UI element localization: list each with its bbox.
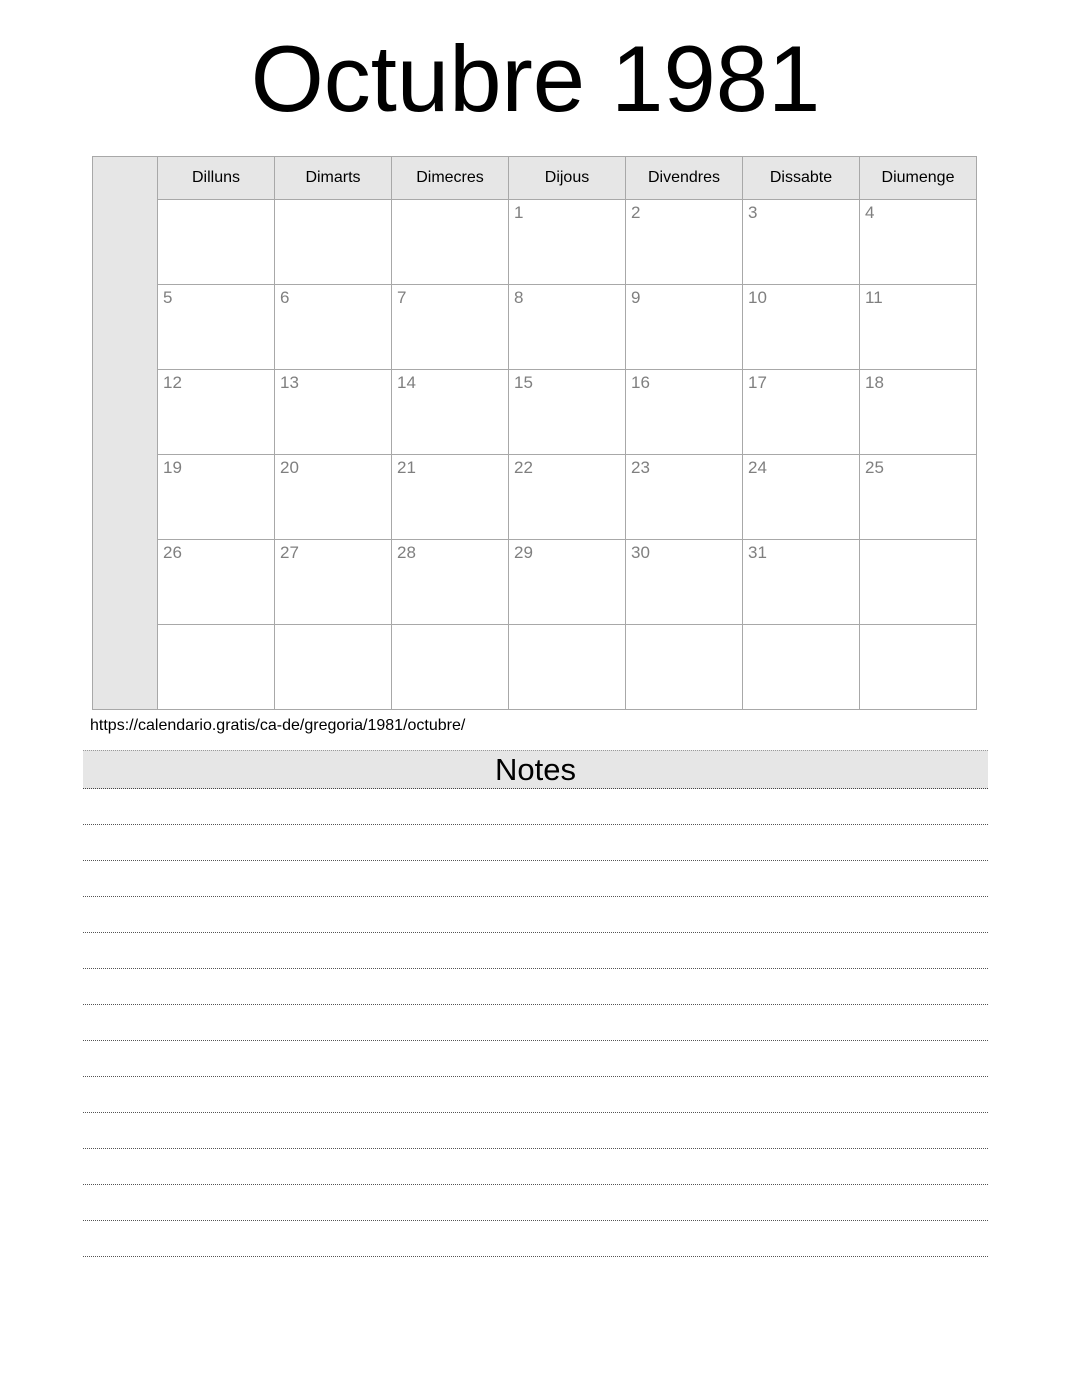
day-cell: 16 xyxy=(626,370,743,455)
day-cell: 7 xyxy=(392,285,509,370)
day-cell: 28 xyxy=(392,540,509,625)
day-cell xyxy=(860,625,977,710)
day-cell: 29 xyxy=(509,540,626,625)
day-cell: 18 xyxy=(860,370,977,455)
note-line xyxy=(83,1221,988,1257)
notes-heading: Notes xyxy=(83,750,988,789)
day-header: Dissabte xyxy=(743,157,860,200)
note-line xyxy=(83,1041,988,1077)
day-cell: 25 xyxy=(860,455,977,540)
source-url-text: https://calendario.gratis/ca-de/gregoria/1981/octubre/ xyxy=(90,717,466,734)
day-cell: 12 xyxy=(158,370,275,455)
day-cell: 27 xyxy=(275,540,392,625)
note-line xyxy=(83,1149,988,1185)
day-header: Dilluns xyxy=(158,157,275,200)
day-cell: 5 xyxy=(158,285,275,370)
day-cell: 19 xyxy=(158,455,275,540)
day-cell xyxy=(392,200,509,285)
notes-lines xyxy=(83,789,988,1257)
day-cell xyxy=(275,625,392,710)
day-cell: 21 xyxy=(392,455,509,540)
day-cell: 2 xyxy=(626,200,743,285)
day-cell xyxy=(743,625,860,710)
day-cell: 11 xyxy=(860,285,977,370)
note-line xyxy=(83,969,988,1005)
note-line xyxy=(83,861,988,897)
week-row xyxy=(93,540,977,625)
day-cell: 1 xyxy=(509,200,626,285)
day-header: Dimecres xyxy=(392,157,509,200)
calendar-table xyxy=(92,156,977,710)
day-cell xyxy=(392,625,509,710)
page-title: Octubre 1981 xyxy=(250,26,821,131)
day-cell: 17 xyxy=(743,370,860,455)
note-line xyxy=(83,1185,988,1221)
calendar-body xyxy=(93,157,977,710)
day-cell xyxy=(626,625,743,710)
day-cell: 26 xyxy=(158,540,275,625)
day-cell: 23 xyxy=(626,455,743,540)
day-cell: 10 xyxy=(743,285,860,370)
day-cell: 9 xyxy=(626,285,743,370)
week-row xyxy=(93,370,977,455)
week-row xyxy=(93,200,977,285)
day-cell: 6 xyxy=(275,285,392,370)
day-cell xyxy=(509,625,626,710)
day-header: Divendres xyxy=(626,157,743,200)
day-cell: 8 xyxy=(509,285,626,370)
day-cell: 22 xyxy=(509,455,626,540)
note-line xyxy=(83,933,988,969)
notes-section xyxy=(83,750,988,1257)
day-header: Dijous xyxy=(509,157,626,200)
note-line xyxy=(83,1005,988,1041)
note-line xyxy=(83,1113,988,1149)
week-row xyxy=(93,455,977,540)
day-cell: 20 xyxy=(275,455,392,540)
day-cell xyxy=(275,200,392,285)
day-cell: 15 xyxy=(509,370,626,455)
note-line xyxy=(83,825,988,861)
week-row xyxy=(93,625,977,710)
day-cell: 31 xyxy=(743,540,860,625)
day-header: Diumenge xyxy=(860,157,977,200)
note-line xyxy=(83,789,988,825)
day-cell xyxy=(158,200,275,285)
day-cell: 30 xyxy=(626,540,743,625)
day-header: Dimarts xyxy=(275,157,392,200)
day-cell: 13 xyxy=(275,370,392,455)
day-cell: 14 xyxy=(392,370,509,455)
day-cell: 4 xyxy=(860,200,977,285)
calendar-header-row xyxy=(93,157,977,200)
note-line xyxy=(83,897,988,933)
day-cell xyxy=(860,540,977,625)
calendar-left-gutter xyxy=(93,157,158,710)
week-row xyxy=(93,285,977,370)
day-cell: 3 xyxy=(743,200,860,285)
note-line xyxy=(83,1077,988,1113)
day-cell xyxy=(158,625,275,710)
day-cell: 24 xyxy=(743,455,860,540)
